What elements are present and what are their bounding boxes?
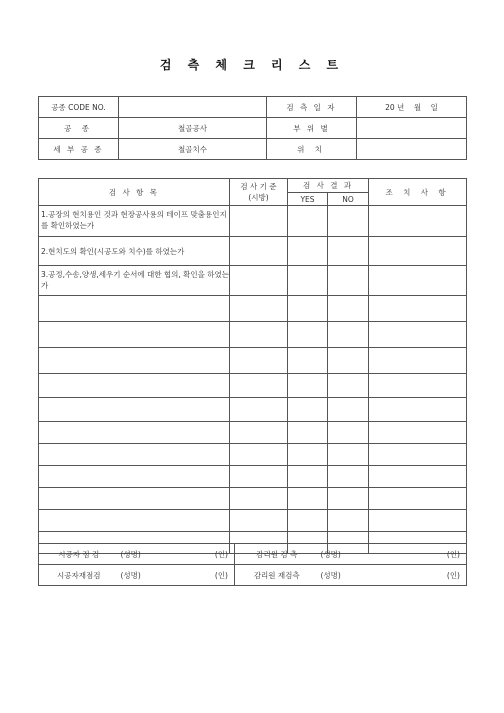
checklist-empty-row xyxy=(39,466,467,488)
col-header-item: 검 사 항 목 xyxy=(39,179,230,206)
supervisor-inspect-label: 감리원 검 측 xyxy=(235,544,319,565)
action-cell[interactable] xyxy=(369,296,467,322)
checklist-row xyxy=(39,206,467,237)
checklist-empty-row xyxy=(39,510,467,532)
checklist-empty-row xyxy=(39,348,467,374)
yes-cell[interactable] xyxy=(288,374,328,398)
contractor-material-seal[interactable]: (인) xyxy=(203,565,235,586)
supervisor-reinspect-label: 감리원 재검측 xyxy=(235,565,319,586)
action-cell[interactable] xyxy=(369,374,467,398)
inspection-date-label: 검 측 일 자 xyxy=(267,97,357,118)
action-cell[interactable] xyxy=(369,398,467,422)
signature-row xyxy=(39,565,467,586)
checklist-empty-row xyxy=(39,374,467,398)
checklist-item-text: 3.공정,수송,양생,세우기 순서에 대한 협의, 확인을 하였는가 xyxy=(39,266,230,296)
action-cell[interactable] xyxy=(369,510,467,532)
checklist-item-text: 2.현치도의 확인(시공도와 치수)를 하였는가 xyxy=(39,237,230,266)
action-cell[interactable] xyxy=(369,422,467,444)
standard-cell[interactable] xyxy=(230,398,288,422)
supervisor-inspect-name[interactable]: (성명) xyxy=(319,544,403,565)
item-cell[interactable] xyxy=(39,466,230,488)
yes-cell[interactable] xyxy=(288,322,328,348)
standard-cell[interactable] xyxy=(230,237,288,266)
part-value[interactable] xyxy=(357,118,467,139)
col-header-result: 검 사 결 과 xyxy=(288,179,369,193)
no-cell[interactable] xyxy=(328,466,369,488)
standard-cell[interactable] xyxy=(230,422,288,444)
code-value[interactable] xyxy=(119,97,267,118)
signature-row xyxy=(39,544,467,565)
part-label: 부 위 별 xyxy=(267,118,357,139)
contractor-material-label: 시공자재점검 xyxy=(39,565,119,586)
standard-cell[interactable] xyxy=(230,296,288,322)
item-cell[interactable] xyxy=(39,296,230,322)
action-cell[interactable] xyxy=(369,237,467,266)
yes-cell[interactable] xyxy=(288,488,328,510)
action-cell[interactable] xyxy=(369,444,467,466)
no-cell[interactable] xyxy=(328,510,369,532)
action-cell[interactable] xyxy=(369,466,467,488)
no-cell[interactable] xyxy=(328,237,369,266)
standard-cell[interactable] xyxy=(230,510,288,532)
header-row-code xyxy=(39,97,467,118)
standard-cell[interactable] xyxy=(230,444,288,466)
no-cell[interactable] xyxy=(328,374,369,398)
trade-label: 공 종 xyxy=(39,118,119,139)
no-cell[interactable] xyxy=(328,296,369,322)
action-cell[interactable] xyxy=(369,322,467,348)
document-title: 검 측 체 크 리 스 트 xyxy=(159,58,345,72)
col-header-action: 조 치 사 항 xyxy=(369,179,467,206)
action-cell[interactable] xyxy=(369,206,467,237)
standard-cell[interactable] xyxy=(230,466,288,488)
yes-cell[interactable] xyxy=(288,266,328,296)
standard-cell[interactable] xyxy=(230,374,288,398)
no-cell[interactable] xyxy=(328,422,369,444)
col-header-standard-label: 검 사 기 준 xyxy=(240,182,277,191)
checklist-empty-row xyxy=(39,422,467,444)
no-cell[interactable] xyxy=(328,266,369,296)
code-label: 공종 CODE NO. xyxy=(39,97,119,118)
supervisor-reinspect-seal[interactable]: (인) xyxy=(403,565,467,586)
no-cell[interactable] xyxy=(328,444,369,466)
no-cell[interactable] xyxy=(328,322,369,348)
standard-cell[interactable] xyxy=(230,348,288,374)
standard-cell[interactable] xyxy=(230,488,288,510)
item-cell[interactable] xyxy=(39,488,230,510)
signature-table xyxy=(38,543,467,586)
col-header-yes: YES xyxy=(288,193,328,206)
action-cell[interactable] xyxy=(369,266,467,296)
item-cell[interactable] xyxy=(39,374,230,398)
item-cell[interactable] xyxy=(39,398,230,422)
standard-cell[interactable] xyxy=(230,266,288,296)
col-header-standard xyxy=(230,179,288,206)
checklist-header-row xyxy=(39,179,467,193)
checklist-empty-row xyxy=(39,322,467,348)
yes-cell[interactable] xyxy=(288,237,328,266)
checklist-table xyxy=(38,178,467,554)
item-cell[interactable] xyxy=(39,322,230,348)
item-cell[interactable] xyxy=(39,422,230,444)
checklist-row xyxy=(39,266,467,296)
no-cell[interactable] xyxy=(328,348,369,374)
supervisor-inspect-seal[interactable]: (인) xyxy=(403,544,467,565)
subtrade-value[interactable]: 철골치수 xyxy=(119,139,267,160)
item-cell[interactable] xyxy=(39,510,230,532)
item-cell[interactable] xyxy=(39,444,230,466)
standard-cell[interactable] xyxy=(230,322,288,348)
subtrade-label: 세 부 공 종 xyxy=(39,139,119,160)
contractor-check-seal[interactable]: (인) xyxy=(203,544,235,565)
yes-cell[interactable] xyxy=(288,422,328,444)
inspection-date-value[interactable]: 20 년 월 일 xyxy=(357,97,467,118)
yes-cell[interactable] xyxy=(288,206,328,237)
contractor-check-name[interactable]: (성명) xyxy=(119,544,203,565)
standard-cell[interactable] xyxy=(230,206,288,237)
no-cell[interactable] xyxy=(328,398,369,422)
location-value[interactable] xyxy=(357,139,467,160)
action-cell[interactable] xyxy=(369,348,467,374)
yes-cell[interactable] xyxy=(288,348,328,374)
contractor-check-label: 시공자 점 검 xyxy=(39,544,119,565)
no-cell[interactable] xyxy=(328,488,369,510)
supervisor-reinspect-name[interactable]: (성명) xyxy=(319,565,403,586)
col-header-standard-sub: (시방) xyxy=(248,193,269,202)
yes-cell[interactable] xyxy=(288,398,328,422)
header-row-trade xyxy=(39,118,467,139)
no-cell[interactable] xyxy=(328,206,369,237)
checklist-empty-row xyxy=(39,444,467,466)
checklist-row xyxy=(39,237,467,266)
checklist-item-text: 1.공장의 현치용인 것과 현장공사용의 테이프 맞춤용인지를 확인하였는가 xyxy=(39,206,230,237)
header-row-subtrade xyxy=(39,139,467,160)
checklist-empty-row xyxy=(39,488,467,510)
yes-cell[interactable] xyxy=(288,510,328,532)
yes-cell[interactable] xyxy=(288,296,328,322)
col-header-no: NO xyxy=(328,193,369,206)
item-cell[interactable] xyxy=(39,348,230,374)
action-cell[interactable] xyxy=(369,488,467,510)
yes-cell[interactable] xyxy=(288,466,328,488)
trade-value[interactable]: 철골공사 xyxy=(119,118,267,139)
contractor-material-name[interactable]: (성명) xyxy=(119,565,203,586)
location-label: 위 치 xyxy=(267,139,357,160)
header-info-table xyxy=(38,96,467,160)
checklist-empty-row xyxy=(39,398,467,422)
yes-cell[interactable] xyxy=(288,444,328,466)
checklist-empty-row xyxy=(39,296,467,322)
